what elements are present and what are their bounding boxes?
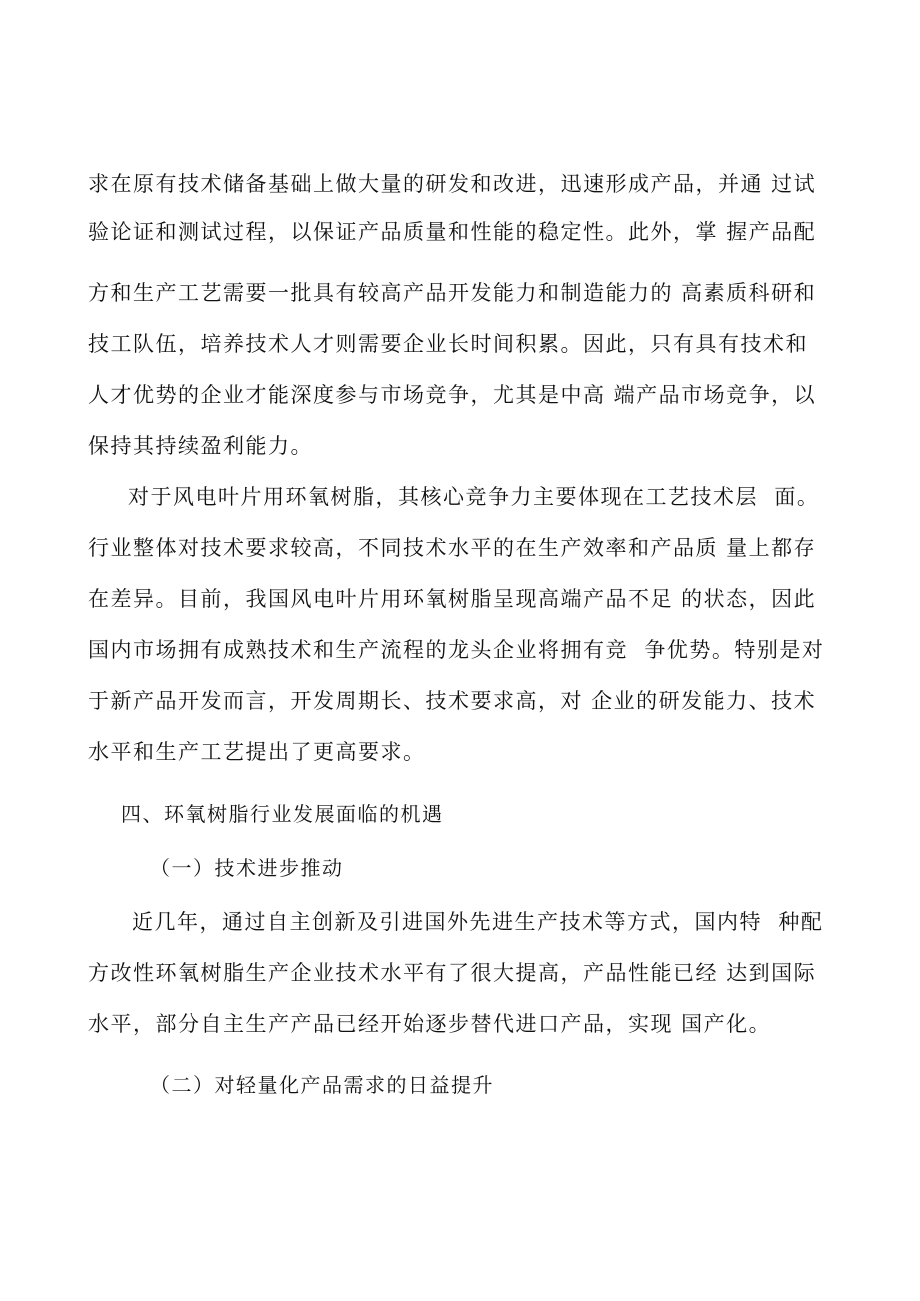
paragraph-2-line-1: 对于风电叶片用环氧树脂，其核心竞争力主要体现在工艺技术层 面。 (128, 485, 820, 509)
subsection-1-heading: （一）技术进步推动 (150, 856, 344, 880)
paragraph-1-line-4: 技工队伍，培养技术人才则需要企业长时间积累。因此，只有具有技术和 (88, 332, 808, 356)
paragraph-1-line-6: 保持其持续盈利能力。 (88, 434, 313, 458)
paragraph-1-line-2: 验论证和测试过程，以保证产品质量和性能的稳定性。此外，掌 握产品配 (88, 220, 817, 244)
paragraph-2-line-3: 在差异。目前，我国风电叶片用环氧树脂呈现高端产品不足 的状态，因此 (88, 587, 817, 611)
paragraph-2-line-4: 国内市场拥有成熟技术和生产流程的龙头企业将拥有竞 争优势。特别是对 (88, 638, 825, 662)
paragraph-1-line-3: 方和生产工艺需要一批具有较高产品开发能力和制造能力的 高素质科研和 (88, 281, 817, 305)
paragraph-2-line-2: 行业整体对技术要求较高，不同技术水平的在生产效率和产品质 量上都存 (88, 536, 817, 560)
paragraph-2-line-6: 水平和生产工艺提出了更高要求。 (88, 740, 426, 764)
section-4-heading: 四、环氧树脂行业发展面临的机遇 (121, 802, 444, 826)
paragraph-1-line-1: 求在原有技术储备基础上做大量的研发和改进，迅速形成产品，并通 过试 (88, 172, 817, 196)
paragraph-3-line-3: 水平，部分自主生产产品已经开始逐步替代进口产品，实现 国产化。 (88, 1012, 772, 1036)
paragraph-1-line-5: 人才优势的企业才能深度参与市场竞争，尤其是中高 端产品市场竞争，以 (88, 383, 817, 407)
paragraph-3-line-2: 方改性环氧树脂生产企业技术水平有了很大提高，产品性能已经 达到国际 (88, 961, 817, 985)
paragraph-3-line-1: 近几年，通过自主创新及引进国外先进生产技术等方式，国内特 种配 (132, 910, 824, 934)
subsection-2-heading: （二）对轻量化产品需求的日益提升 (150, 1073, 494, 1097)
paragraph-2-line-5: 于新产品开发而言，开发周期长、技术要求高，对 企业的研发能力、技术 (88, 689, 817, 713)
